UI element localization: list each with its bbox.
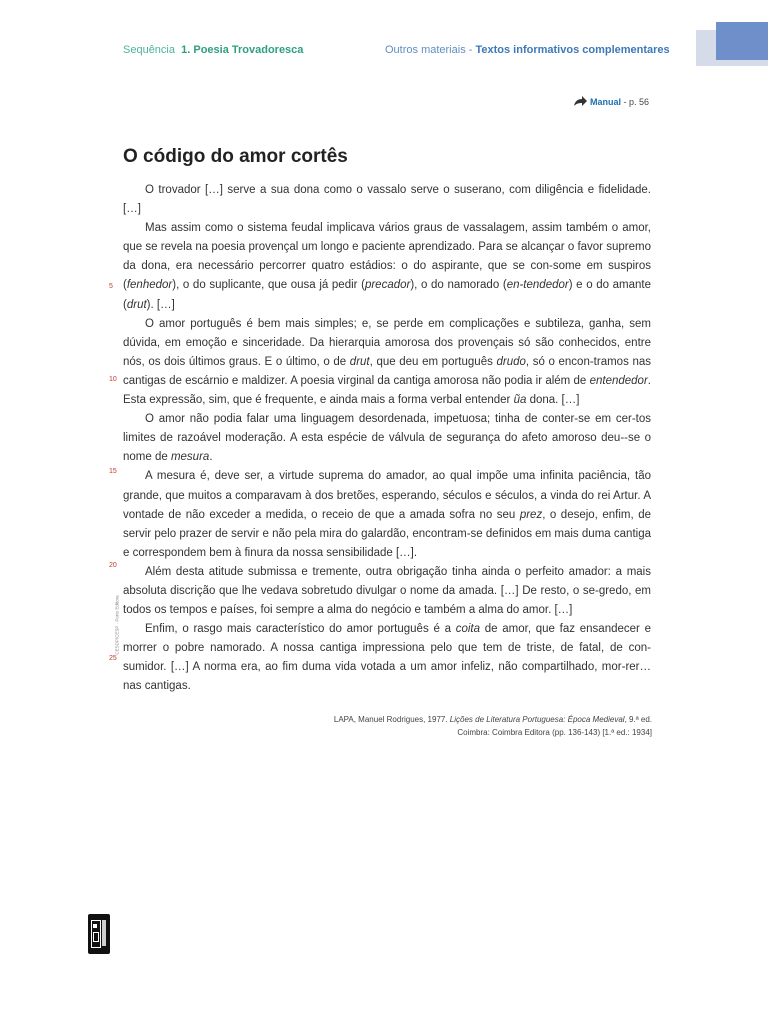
paragraph-5: A mesura é, deve ser, a virtude suprema do amador, ao qual impõe uma infinita paciência, tão grande, que muitos a comparavam à dos bretões, esperando, séculos e séculos, a vinda do rei Artur. A vontade de não exceder a medida, o receio de que a amada sofra no seu prez, o desejo, enfim, de servir pelo prazer de servir e não pela mira do galardão, encontram-se definidos em mais duma cantiga e correspondem bem à finura da nossa sensibilidade […]. [123, 470, 651, 559]
line-number-10: 10 [109, 376, 117, 383]
article-title: O código do amor cortês [123, 146, 348, 167]
citation-line-1 [300, 713, 652, 726]
corner-decoration-dark [716, 22, 768, 60]
sequence-title: 1. Poesia Trovadoresca [181, 44, 304, 56]
paragraph-2: Mas assim como o sistema feudal implicava vários graus de vassalagem, assim também o amor, que se revela na poesia provençal um longo e paciente aprendizado. Para se alcançar o favor supremo da dona, era necessário percorrer quatro estádios: o do aspirante, que se con-some em suspiros (fenhedor), o do suplicante, que ousa já pedir (precador), o do namorado (en-tendedor) e o do amante (drut). […] [123, 222, 651, 311]
manual-page: - p. 56 [621, 97, 650, 107]
citation-line-2: Coimbra: Coimbra Editora (pp. 136-143) [1.ª ed.: 1934] [457, 728, 652, 737]
materials-separator: - [465, 44, 476, 56]
manual-link[interactable]: Manual [590, 97, 622, 107]
sequence-label: Sequência [123, 44, 175, 56]
header-materials [385, 43, 670, 57]
book-cd-icon [88, 914, 110, 954]
line-number-20: 20 [109, 562, 117, 569]
paragraph-7: Enfim, o rasgo mais característico do amor português é a coita de amor, que faz ensandecer e morrer o pobre namorado. A nossa cantiga impressiona pelo que tem de triste, de fatal, de con-sumidor. […] A norma era, ao fim duma vida votada a um amor infeliz, não compartilhado, mor-rer… nas cantigas. [123, 623, 651, 693]
citation-author: LAPA, Manuel Rodrigues, 1977. [333, 715, 450, 724]
copyright-text: CESDP/CESP · Porto Editora [114, 595, 120, 655]
article-body [123, 181, 651, 697]
citation-work: Lições de Literatura Portuguesa: Época Medieval [449, 715, 625, 724]
header-sequence [123, 43, 303, 57]
materials-label: Outros materiais [385, 44, 466, 56]
line-number-15: 15 [109, 468, 117, 475]
citation-edition: , 9.ª ed. [624, 715, 652, 724]
manual-reference[interactable] [574, 96, 649, 108]
line-number-25: 25 [109, 655, 117, 662]
line-number-5: 5 [109, 283, 113, 290]
copyright-notice [113, 575, 121, 675]
materials-title: Textos informativos complementares [475, 44, 670, 56]
paragraph-1: O trovador […] serve a sua dona como o vassalo serve o suserano, com diligência e fidelidade. […] [123, 184, 651, 216]
share-arrow-icon [574, 96, 587, 106]
paragraph-6: Além desta atitude submissa e tremente, outra obrigação tinha ainda o perfeito amador: a mais absoluta discrição que lhe vedava sobretudo divulgar o nome da amada. […] De resto, o se-gredo, em todos os tempos e países, foi sempre a alma do negócio e também a alma do amor. […] [123, 565, 651, 617]
paragraph-4: O amor não podia falar uma linguagem desordenada, impetuosa; tinha de conter-se em cer-tos limites de razoável moderação. A esta espécie de válvula de segurança do afeto amoroso deu--se o nome de mesura. [123, 413, 651, 464]
paragraph-3: O amor português é bem mais simples; e, se perde em complicações e subtileza, ganha, sem dúvida, em emoção e sinceridade. Da hierarquia amorosa dos provençais só são conhecidos, entre nós, os dois últimos graus. E o último, o de drut, que deu em português drudo, só o encon-tramos nas cantigas de escárnio e maldizer. A poesia virginal da cantiga amorosa não podia ir além de entendedor. Esta expressão, sim, que é frequente, e ainda mais a forma verbal entender ũa dona. […] [123, 317, 651, 407]
